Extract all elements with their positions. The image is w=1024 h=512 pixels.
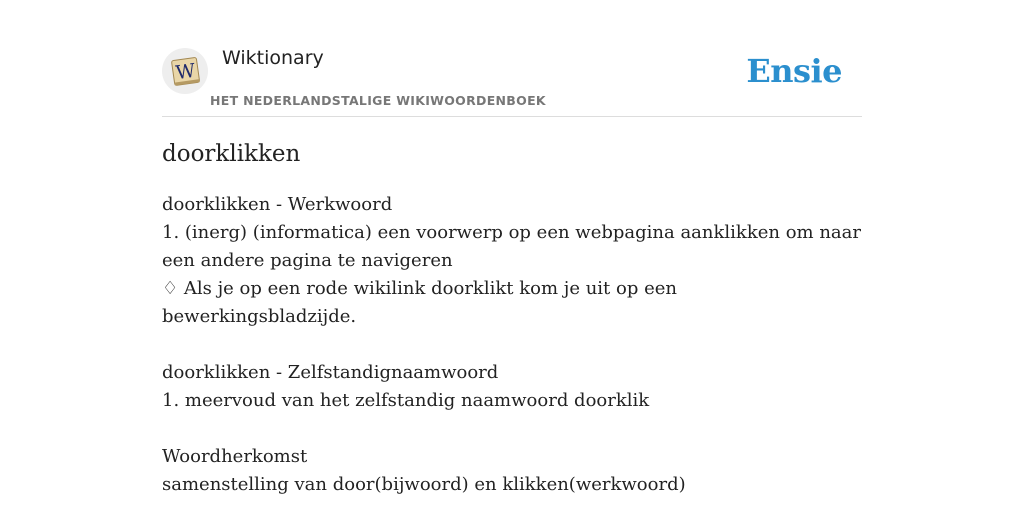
etymology-line: samenstelling van door(bijwoord) en klikken(werkwoord) bbox=[162, 474, 686, 495]
entry-zelfstandignaamwoord bbox=[162, 359, 862, 415]
entry-heading: doorklikken - Werkwoord bbox=[162, 194, 393, 215]
page-title: doorklikken bbox=[162, 141, 301, 167]
wiktionary-logo[interactable] bbox=[162, 48, 208, 94]
entry-heading: doorklikken - Zelfstandignaamwoord bbox=[162, 362, 499, 383]
spacer bbox=[162, 415, 862, 443]
svg-text:W: W bbox=[174, 59, 197, 85]
site-tagline: HET NEDERLANDSTALIGE WIKIWOORDENBOEK bbox=[210, 93, 546, 108]
definition-line: 1. meervoud van het zelfstandig naamwoord doorklik bbox=[162, 390, 650, 411]
spacer bbox=[162, 331, 862, 359]
site-name[interactable]: Wiktionary bbox=[222, 47, 324, 69]
site-header bbox=[162, 44, 862, 117]
ensie-brand-link[interactable]: Ensie bbox=[746, 52, 842, 90]
entry-werkwoord bbox=[162, 191, 862, 331]
entry-heading: Woordherkomst bbox=[162, 446, 308, 467]
entries bbox=[162, 191, 862, 499]
example-line: ♢ Als je op een rode wikilink doorklikt kom je uit op een bewerkingsbladzijde. bbox=[162, 278, 677, 327]
main-content bbox=[162, 138, 862, 499]
definition-line: 1. (inerg) (informatica) een voorwerp op een webpagina aanklikken om naar een andere pagina te navigeren bbox=[162, 222, 861, 271]
wiktionary-w-tile-icon bbox=[168, 54, 202, 88]
entry-woordherkomst bbox=[162, 443, 862, 499]
